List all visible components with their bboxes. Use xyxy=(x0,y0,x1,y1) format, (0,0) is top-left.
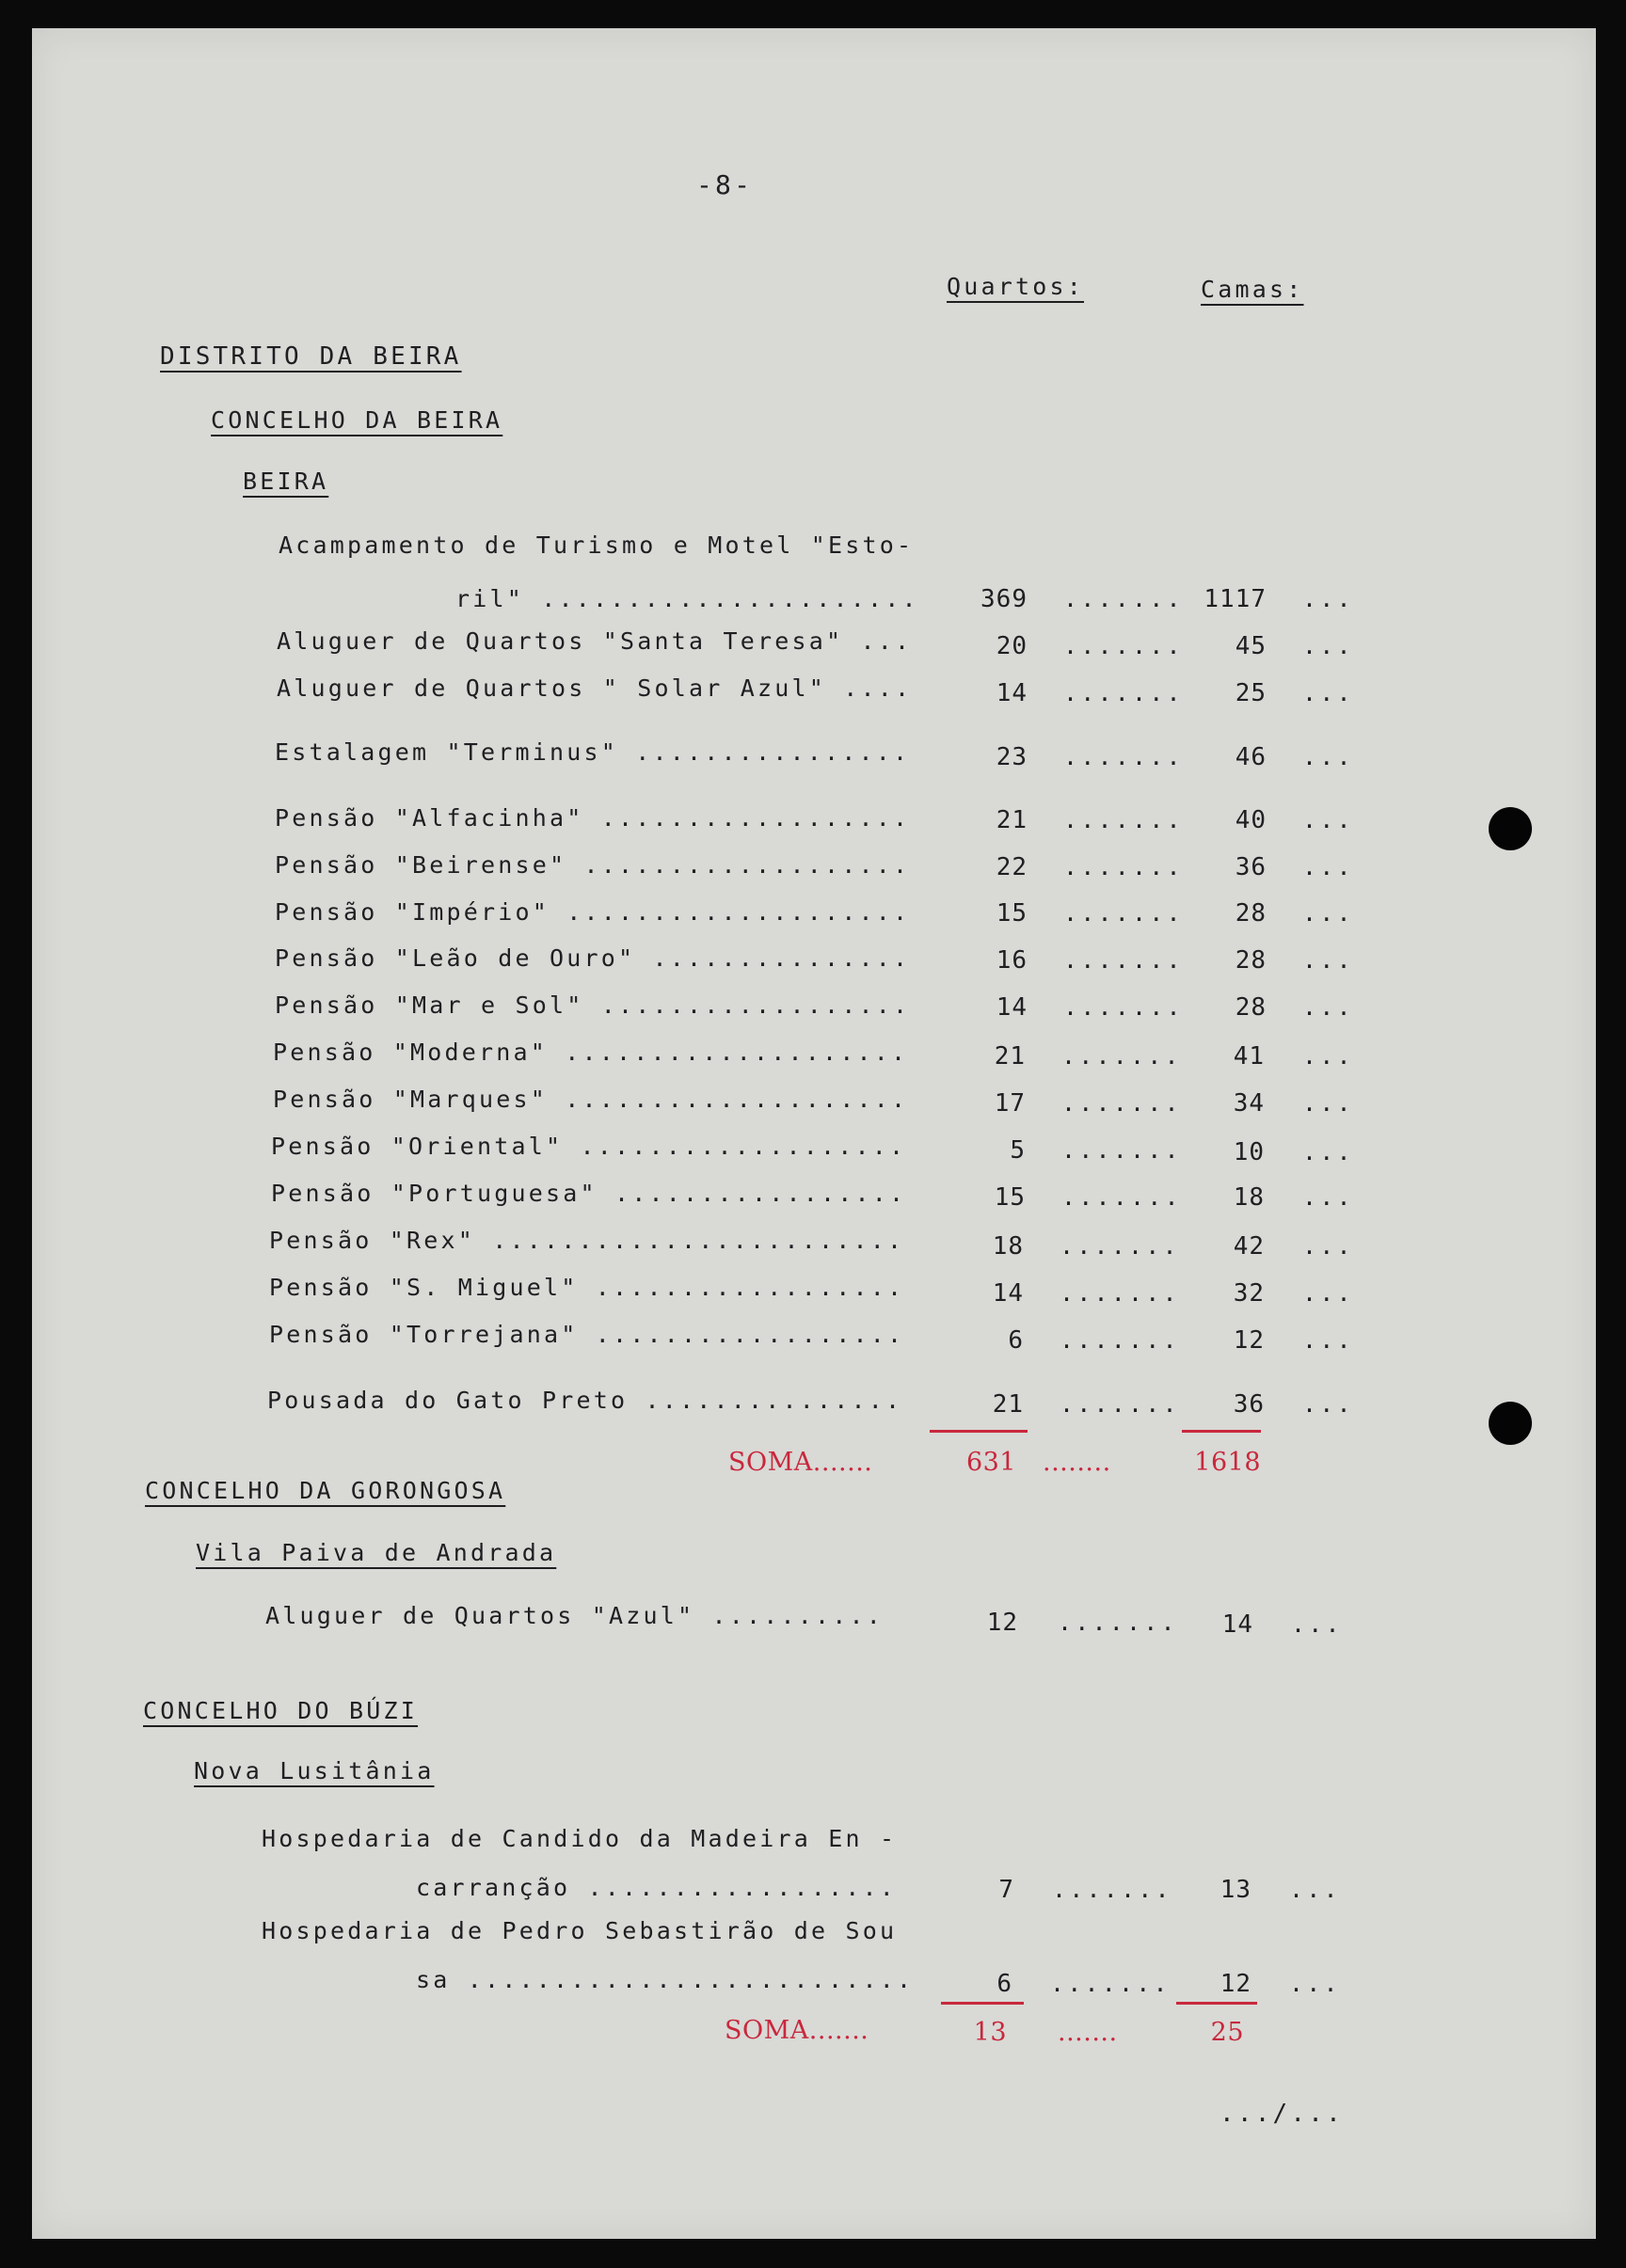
entry-name: Pensão "Torrejana" .................. xyxy=(269,1321,905,1348)
dot-leader: ....... xyxy=(1063,743,1184,770)
camas-value: 34 xyxy=(1233,1089,1265,1118)
entry-name: Pensão "Portuguesa" ................. xyxy=(271,1180,907,1207)
camas-value: 40 xyxy=(1235,806,1267,834)
quartos-value: 21 xyxy=(994,1042,1026,1071)
dot-leader: ....... xyxy=(1063,632,1184,659)
quartos-value: 369 xyxy=(980,585,1028,613)
camas-value: 41 xyxy=(1233,1042,1265,1071)
camas-value: 18 xyxy=(1233,1183,1265,1212)
dot-leader: ... xyxy=(1302,899,1354,927)
entry-name: Pensão "Mar e Sol" .................. xyxy=(275,991,911,1019)
dot-leader: ... xyxy=(1289,1970,1341,1997)
quartos-value: 15 xyxy=(996,899,1028,928)
dot-leader: ....... xyxy=(1060,1279,1180,1307)
sum-dots: ........ xyxy=(1043,1448,1111,1477)
dot-leader: ....... xyxy=(1063,853,1184,880)
dot-leader: ... xyxy=(1302,946,1354,974)
entry-name: Pensão "Oriental" ................... xyxy=(271,1133,907,1160)
dot-leader: ....... xyxy=(1063,585,1184,612)
entry-name: carranção .................. xyxy=(416,1874,898,1901)
dot-leader: ....... xyxy=(1060,1390,1180,1418)
camas-value: 32 xyxy=(1233,1279,1265,1308)
camas-value: 12 xyxy=(1233,1326,1265,1355)
dot-leader: ... xyxy=(1302,853,1354,880)
dot-leader: ... xyxy=(1302,1390,1354,1418)
dot-leader: ....... xyxy=(1061,1089,1182,1117)
dot-leader: ... xyxy=(1289,1876,1341,1903)
dot-leader: ....... xyxy=(1063,806,1184,833)
camas-value: 12 xyxy=(1220,1970,1251,1998)
entry-name: Aluguer de Quartos "Santa Teresa" ... xyxy=(277,627,913,655)
sum-underline xyxy=(1176,2002,1257,2005)
sum-quartos: 13 xyxy=(973,2018,1007,2047)
page-number: -8- xyxy=(696,169,754,200)
quartos-value: 16 xyxy=(996,946,1028,975)
quartos-value: 14 xyxy=(996,993,1028,1022)
entry-name: Pensão "Marques" .................... xyxy=(273,1086,909,1113)
camas-value: 28 xyxy=(1235,946,1267,975)
dot-leader: ....... xyxy=(1052,1876,1172,1903)
dot-leader: ....... xyxy=(1061,1136,1182,1164)
entry-name: ril" ...................... xyxy=(455,585,919,612)
continuation-mark: .../... xyxy=(1220,2100,1344,2128)
dot-leader: ... xyxy=(1302,1232,1354,1260)
entry-name: Pensão "Império" .................... xyxy=(275,898,911,926)
punch-hole xyxy=(1489,1402,1532,1445)
entry-name: Pensão "Rex" ........................ xyxy=(269,1227,905,1254)
column-header-quartos: Quartos: xyxy=(947,273,1085,300)
entry-name: Pensão "Alfacinha" .................. xyxy=(275,804,911,832)
camas-value: 28 xyxy=(1235,899,1267,928)
dot-leader: ....... xyxy=(1050,1970,1171,1997)
dot-leader: ... xyxy=(1291,1610,1343,1638)
dot-leader: ....... xyxy=(1060,1232,1180,1260)
dot-leader: ... xyxy=(1302,1042,1354,1070)
dot-leader: ... xyxy=(1302,1089,1354,1117)
place-name: Nova Lusitânia xyxy=(194,1757,435,1784)
sum-label: SOMA....... xyxy=(728,1448,873,1477)
camas-value: 45 xyxy=(1235,632,1267,660)
dot-leader: ... xyxy=(1302,806,1354,833)
quartos-value: 21 xyxy=(996,806,1028,834)
sum-underline xyxy=(941,2002,1024,2005)
sum-camas: 1618 xyxy=(1194,1448,1261,1477)
section-title: CONCELHO DO BÚZI xyxy=(143,1697,419,1724)
place-name: BEIRA xyxy=(243,468,329,495)
dot-leader: ... xyxy=(1302,1279,1354,1307)
quartos-value: 22 xyxy=(996,853,1028,881)
dot-leader: ....... xyxy=(1063,899,1184,927)
dot-leader: ....... xyxy=(1063,679,1184,706)
dot-leader: ....... xyxy=(1063,993,1184,1021)
dot-leader: ....... xyxy=(1060,1326,1180,1354)
quartos-value: 6 xyxy=(1008,1326,1024,1355)
camas-value: 46 xyxy=(1235,743,1267,771)
district-title: DISTRITO DA BEIRA xyxy=(160,342,462,371)
quartos-value: 14 xyxy=(996,679,1028,707)
dot-leader: ....... xyxy=(1061,1183,1182,1211)
dot-leader: ... xyxy=(1302,743,1354,770)
camas-value: 28 xyxy=(1235,993,1267,1022)
camas-value: 36 xyxy=(1235,853,1267,881)
dot-leader: ....... xyxy=(1063,946,1184,974)
camas-value: 14 xyxy=(1221,1610,1253,1639)
quartos-value: 6 xyxy=(996,1970,1012,1998)
camas-value: 42 xyxy=(1233,1232,1265,1261)
sum-camas: 25 xyxy=(1210,2018,1244,2047)
dot-leader: ... xyxy=(1302,679,1354,706)
entry-name: Pensão "Moderna" .................... xyxy=(273,1039,909,1066)
camas-value: 1117 xyxy=(1204,585,1267,613)
quartos-value: 7 xyxy=(998,1876,1014,1904)
section-title: CONCELHO DA BEIRA xyxy=(211,406,503,434)
camas-value: 36 xyxy=(1233,1390,1265,1419)
entry-name: Pousada do Gato Preto ............... xyxy=(267,1387,903,1414)
quartos-value: 20 xyxy=(996,632,1028,660)
dot-leader: ... xyxy=(1302,1138,1354,1166)
entry-name: Estalagem "Terminus" ................ xyxy=(275,738,911,766)
quartos-value: 12 xyxy=(986,1609,1018,1637)
entry-name: Pensão "Leão de Ouro" ............... xyxy=(275,944,911,972)
quartos-value: 23 xyxy=(996,743,1028,771)
dot-leader: ... xyxy=(1302,632,1354,659)
camas-value: 10 xyxy=(1233,1138,1265,1166)
quartos-value: 17 xyxy=(994,1089,1026,1118)
dot-leader: ... xyxy=(1302,1183,1354,1211)
entry-name: Pensão "S. Miguel" .................. xyxy=(269,1274,905,1301)
column-header-camas: Camas: xyxy=(1201,276,1304,303)
dot-leader: ... xyxy=(1302,1326,1354,1354)
quartos-value: 14 xyxy=(992,1279,1024,1308)
dot-leader: ....... xyxy=(1058,1609,1178,1636)
dot-leader: ....... xyxy=(1061,1042,1182,1070)
section-title: CONCELHO DA GORONGOSA xyxy=(145,1477,506,1504)
sum-label: SOMA....... xyxy=(725,2016,869,2045)
quartos-value: 18 xyxy=(992,1232,1024,1261)
quartos-value: 15 xyxy=(994,1183,1026,1212)
quartos-value: 5 xyxy=(1010,1136,1026,1165)
dot-leader: ... xyxy=(1302,585,1354,612)
sum-underline xyxy=(1182,1430,1261,1433)
camas-value: 13 xyxy=(1220,1876,1251,1904)
dot-leader: ... xyxy=(1302,993,1354,1021)
entry-name-line1: Acampamento de Turismo e Motel "Esto- xyxy=(279,531,915,559)
entry-name: Aluguer de Quartos " Solar Azul" .... xyxy=(277,674,913,702)
entry-name-line1: Hospedaria de Candido da Madeira En - xyxy=(262,1825,898,1852)
entry-name: sa .......................... xyxy=(416,1966,915,1993)
entry-name: Aluguer de Quartos "Azul" .......... xyxy=(265,1602,885,1629)
sum-quartos: 631 xyxy=(965,1448,1016,1477)
place-name: Vila Paiva de Andrada xyxy=(196,1539,557,1566)
punch-hole xyxy=(1489,807,1532,850)
camas-value: 25 xyxy=(1235,679,1267,707)
quartos-value: 21 xyxy=(992,1390,1024,1419)
entry-name-line1: Hospedaria de Pedro Sebastirão de Sou xyxy=(262,1917,898,1944)
entry-name: Pensão "Beirense" ................... xyxy=(275,851,911,879)
sum-dots: ....... xyxy=(1058,2018,1118,2047)
sum-underline xyxy=(930,1430,1028,1433)
